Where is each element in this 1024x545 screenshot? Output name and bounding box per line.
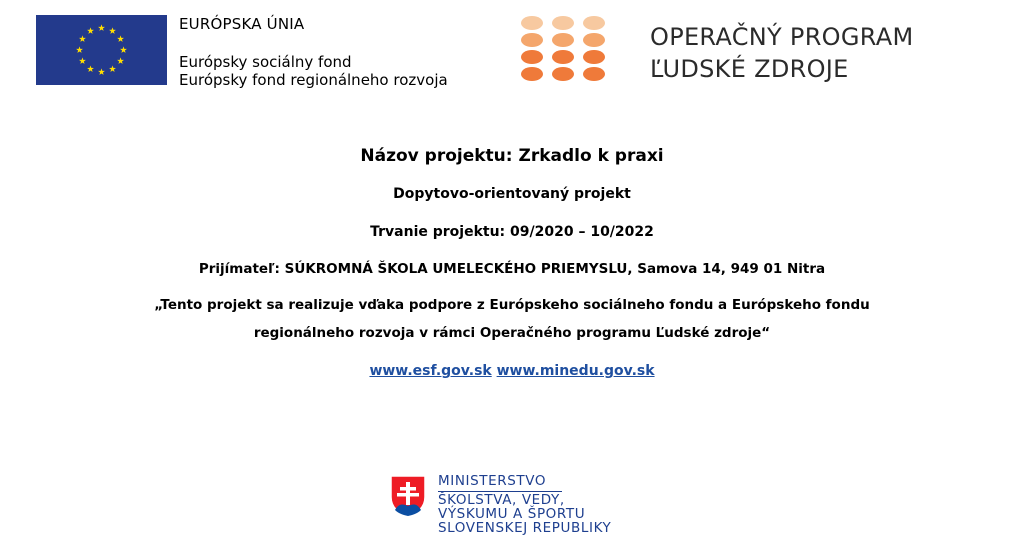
op-dot-icon (583, 16, 605, 30)
funding-statement-line2: regionálneho rozvoja v rámci Operačného programu Ľudské zdroje“ (253, 325, 771, 341)
eu-star-icon (98, 68, 105, 75)
eu-fund-regional: Európsky fond regionálneho rozvoja (179, 71, 448, 89)
ministry-name-line4: SLOVENSKEJ REPUBLIKY (438, 520, 612, 536)
eu-star-icon (117, 57, 124, 64)
project-type: Dopytovo-orientovaný projekt (393, 186, 631, 202)
slovak-coat-of-arms-icon (390, 475, 426, 517)
ministry-name-line3: VÝSKUMU A ŠPORTU (438, 506, 586, 522)
op-title-line2: ĽUDSKÉ ZDROJE (650, 55, 849, 83)
esf-link[interactable]: www.esf.gov.sk (369, 363, 492, 379)
op-dot-icon (521, 50, 543, 64)
eu-star-icon (79, 35, 86, 42)
op-dot-icon (521, 33, 543, 47)
op-title-line1: OPERAČNÝ PROGRAM (650, 23, 914, 51)
op-dot-icon (552, 16, 574, 30)
op-dot-icon (552, 67, 574, 81)
project-name: Názov projektu: Zrkadlo k praxi (360, 146, 664, 166)
op-dot-icon (583, 33, 605, 47)
op-dots-logo (518, 13, 610, 85)
links-row (0, 363, 1024, 379)
eu-flag-logo (36, 15, 167, 85)
eu-star-icon (120, 46, 127, 53)
ministry-name-line2: ŠKOLSTVA, VEDY, (438, 492, 565, 508)
op-dot-icon (552, 33, 574, 47)
op-dot-icon (583, 67, 605, 81)
op-dot-icon (521, 67, 543, 81)
funding-statement-line1: „Tento projekt sa realizuje vďaka podpore z Európskeho sociálneho fondu a Európskeho fondu (154, 297, 870, 313)
op-dot-icon (583, 50, 605, 64)
eu-star-icon (79, 57, 86, 64)
eu-star-icon (76, 46, 83, 53)
minedu-link[interactable]: www.minedu.gov.sk (496, 363, 655, 379)
project-recipient: Prijímateľ: SÚKROMNÁ ŠKOLA UMELECKÉHO PRIEMYSLU, Samova 14, 949 01 Nitra (198, 261, 826, 277)
eu-fund-social: Európsky sociálny fond (179, 53, 352, 71)
eu-star-icon (117, 35, 124, 42)
project-duration: Trvanie projektu: 09/2020 – 10/2022 (370, 224, 654, 240)
eu-star-icon (109, 27, 116, 34)
ministry-name-line1: MINISTERSTVO (438, 473, 547, 489)
eu-title: EURÓPSKA ÚNIA (179, 15, 305, 33)
eu-star-icon (98, 24, 105, 31)
op-dot-icon (552, 50, 574, 64)
op-dot-icon (521, 16, 543, 30)
eu-star-icon (87, 27, 94, 34)
eu-star-icon (109, 65, 116, 72)
eu-star-icon (87, 65, 94, 72)
eu-stars-icon (36, 15, 167, 85)
